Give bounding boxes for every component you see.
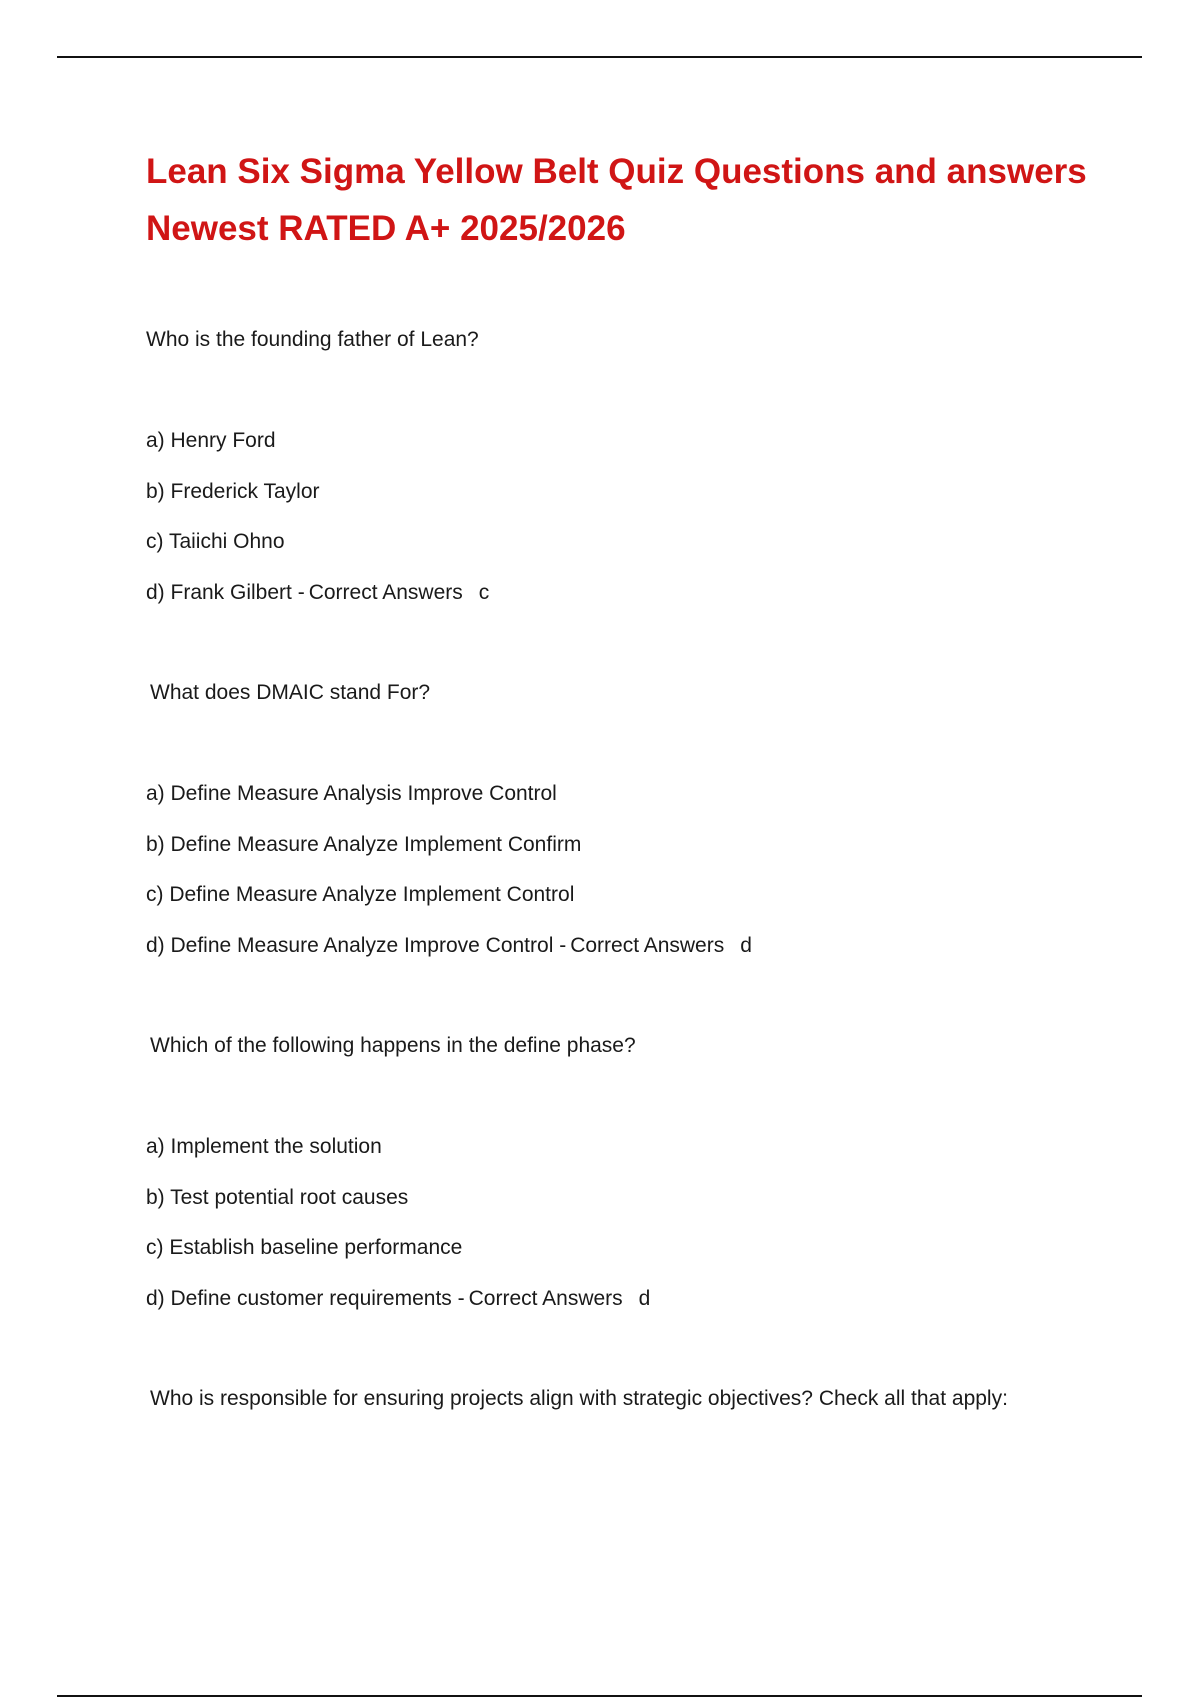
question-1-answer: c xyxy=(478,581,490,604)
question-3-option-b: b) Test potential root causes xyxy=(146,1186,409,1209)
question-2-option-a: a) Define Measure Analysis Improve Control xyxy=(146,782,557,805)
question-1-option-c: c) Taiichi Ohno xyxy=(146,530,285,553)
question-1-text: Who is the founding father of Lean? xyxy=(146,328,479,351)
question-2-option-d: d) Define Measure Analyze Improve Control - xyxy=(146,934,567,957)
question-2-text: What does DMAIC stand For? xyxy=(150,681,431,704)
question-2-option-d-row xyxy=(146,932,752,960)
question-1-option-a: a) Henry Ford xyxy=(146,429,276,452)
title-line-2: Newest RATED A+ 2025/2026 xyxy=(146,209,626,248)
question-3-answer-label: Correct Answers xyxy=(468,1287,623,1310)
question-3-option-d-row xyxy=(146,1285,650,1313)
question-2-answer: d xyxy=(740,934,752,957)
question-2-answer-label: Correct Answers xyxy=(570,934,725,957)
question-1-answer-label: Correct Answers xyxy=(308,581,463,604)
title-line-1: Lean Six Sigma Yellow Belt Quiz Questions and answers xyxy=(146,152,1087,191)
question-3-answer: d xyxy=(638,1287,651,1310)
question-1-option-d-row xyxy=(146,579,489,607)
question-3-option-c: c) Establish baseline performance xyxy=(146,1236,463,1259)
question-3-option-a: a) Implement the solution xyxy=(146,1135,382,1158)
document-title xyxy=(146,143,1106,257)
top-rule xyxy=(57,56,1142,58)
question-2-option-c: c) Define Measure Analyze Implement Control xyxy=(146,883,575,906)
question-3-option-d: d) Define customer requirements - xyxy=(146,1287,465,1310)
question-2-option-b: b) Define Measure Analyze Implement Confirm xyxy=(146,833,582,856)
bottom-rule xyxy=(57,1695,1142,1697)
question-1-option-d: d) Frank Gilbert - xyxy=(146,581,305,604)
question-3-text: Which of the following happens in the define phase? xyxy=(150,1034,636,1057)
question-4-text: Who is responsible for ensuring projects align with strategic objectives? Check all that apply: xyxy=(150,1387,1008,1410)
question-1-option-b: b) Frederick Taylor xyxy=(146,480,320,503)
